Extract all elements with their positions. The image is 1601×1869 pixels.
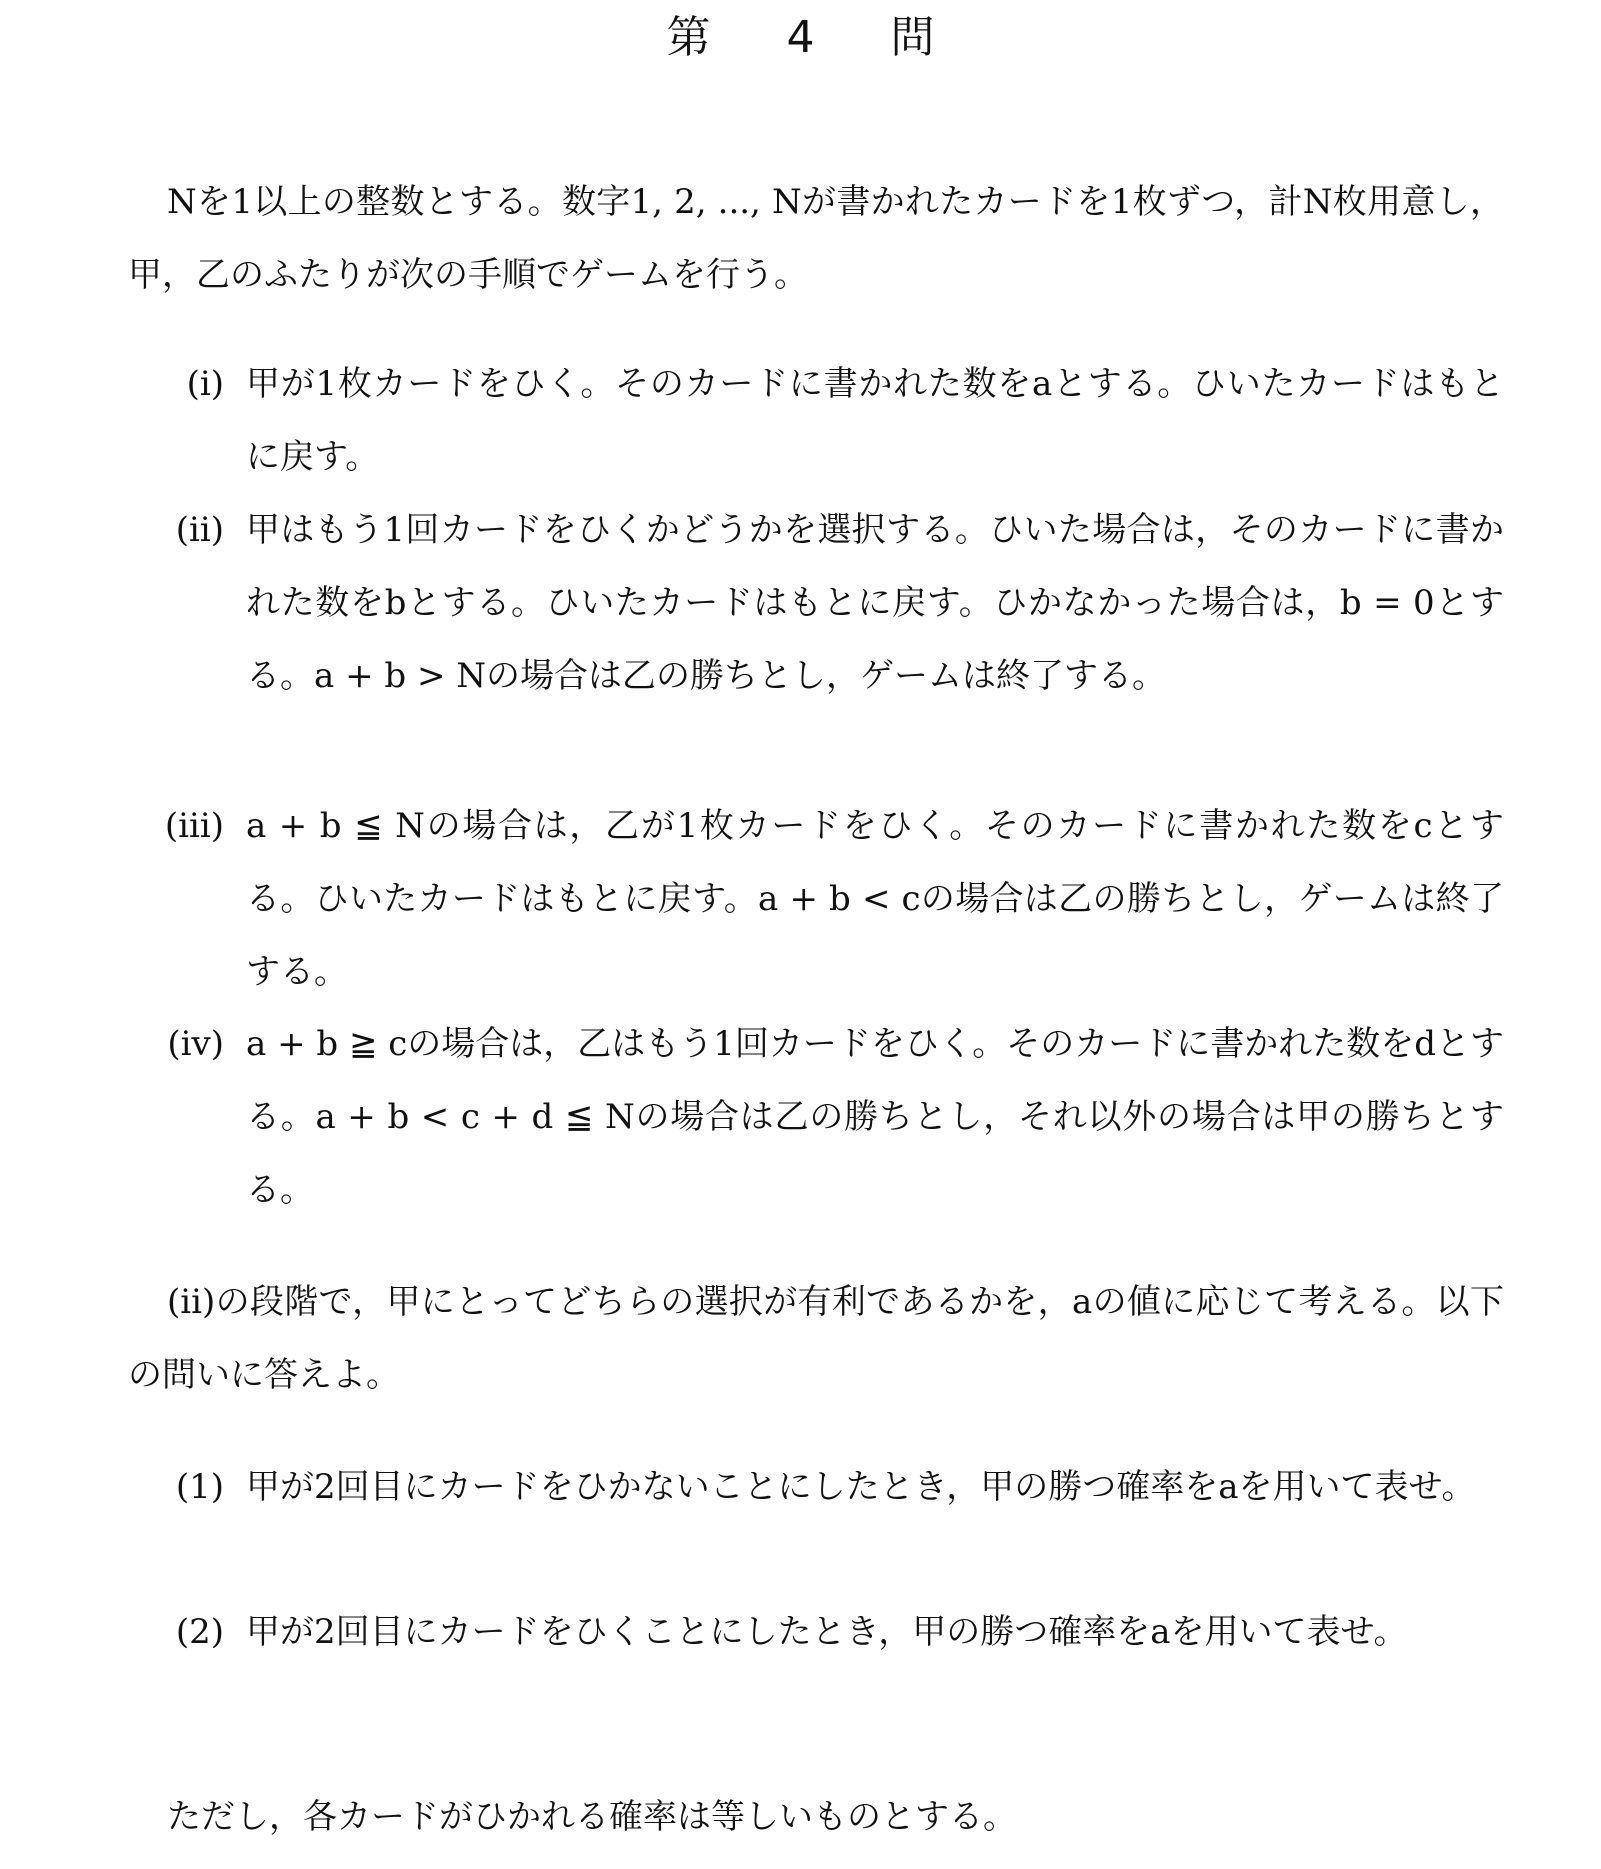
step-text: 甲が1枚カードをひく。そのカードに書かれた数をaとする。ひいたカードはもとに戻す。: [246, 364, 1504, 477]
step-label: (ii): [175, 510, 224, 550]
question-text: 甲が2回目にカードをひかないことにしたとき，甲の勝つ確率をaを用いて表せ。: [246, 1467, 1476, 1507]
intro-paragraph: [128, 166, 1504, 312]
step-text: 甲はもう1回カードをひくかどうかを選択する。ひいた場合は，そのカードに書かれた数をbとする。ひいたカードはもとに戻す。ひかなかった場合は，b = 0とする。a + b > Nの場合は乙の勝ちとし，ゲームは終了する。: [246, 510, 1504, 696]
step-text: a + b ≧ cの場合は，乙はもう1回カードをひく。そのカードに書かれた数をdとする。a + b < c + d ≦ Nの場合は乙の勝ちとし，それ以外の場合は甲の勝ちとする。: [246, 1024, 1504, 1210]
step-text: a + b ≦ Nの場合は，乙が1枚カードをひく。そのカードに書かれた数をcとする。ひいたカードはもとに戻す。a + b < cの場合は乙の勝ちとし，ゲームは終了する。: [246, 806, 1504, 992]
title-dai: 第: [666, 12, 711, 63]
question-label: (1): [175, 1467, 224, 1507]
note-paragraph: [128, 1781, 1504, 1854]
question-label: (2): [175, 1612, 224, 1652]
step-label: (iv): [167, 1024, 224, 1064]
title-number: 4: [786, 12, 815, 63]
note-text: ただし，各カードがひかれる確率は等しいものとする。: [167, 1797, 1017, 1837]
step-label: (iii): [164, 806, 224, 846]
step-label: (i): [186, 364, 224, 404]
middle-paragraph: [128, 1266, 1504, 1412]
problem-title: [0, 12, 1601, 64]
question-text: 甲が2回目にカードをひくことにしたとき，甲の勝つ確率をaを用いて表せ。: [246, 1612, 1408, 1652]
intro-text: Nを1以上の整数とする。数字1, 2, ..., Nが書かれたカードを1枚ずつ，計N枚用意し，甲，乙のふたりが次の手順でゲームを行う。: [128, 182, 1504, 295]
title-mon: 問: [890, 12, 935, 63]
middle-text: (ii)の段階で，甲にとってどちらの選択が有利であるかを，aの値に応じて考える。以下の問いに答えよ。: [128, 1282, 1504, 1395]
